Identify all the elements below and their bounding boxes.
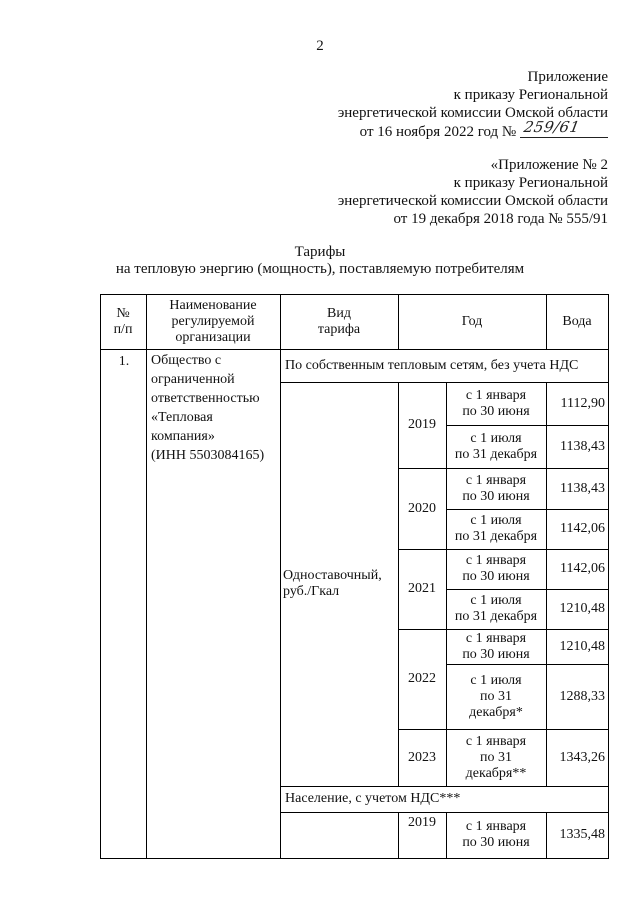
header-organization: Наименование регулируемой организации	[169, 297, 257, 345]
col-border-org	[280, 294, 281, 858]
water-tariff-value: 1343,26	[559, 749, 605, 765]
period-cell: с 1 июля по 31 декабря	[454, 430, 538, 462]
section-own-networks: По собственным тепловым сетям, без учета НДС	[285, 357, 579, 373]
header-year: Год	[461, 313, 483, 329]
appendix-line-3: энергетической комиссии Омской области	[337, 105, 608, 121]
order-number-handwritten: 259/61	[520, 122, 608, 138]
period-cell: с 1 января по 30 июня	[462, 472, 530, 504]
period-cell: с 1 января по 31 декабря**	[465, 733, 527, 781]
orig-appendix-line-2: к приказу Региональной	[453, 175, 608, 191]
title-line-2: на тепловую энергию (мощность), поставляемую потребителям	[115, 261, 525, 277]
title-line-1: Тарифы	[294, 244, 346, 260]
tariff-type: Одноставочный, руб./Гкал	[283, 568, 382, 599]
water-tariff-value: 1138,43	[560, 480, 605, 496]
water-tariff-value: 1288,33	[559, 688, 605, 704]
section-population: Население, с учетом НДС***	[285, 791, 461, 806]
section2-year: 2019	[408, 815, 436, 830]
year-2022: 2022	[408, 671, 436, 686]
water-tariff-value: 1210,48	[559, 638, 605, 654]
section2-period: с 1 января по 30 июня	[462, 819, 530, 850]
year-2019: 2019	[408, 417, 436, 432]
water-tariff-value: 1112,90	[560, 395, 605, 411]
period-cell: с 1 января по 30 июня	[462, 387, 530, 419]
year-2020: 2020	[408, 500, 436, 516]
water-tariff-value: 1210,48	[559, 601, 605, 616]
organization-name: Общество с ограниченной ответственностью «Тепловая компания» (ИНН 5503084165)	[151, 353, 265, 463]
col-border-left	[100, 294, 101, 859]
water-tariff-value: 1142,06	[560, 521, 605, 536]
appendix-line-2: к приказу Региональной	[453, 87, 608, 103]
year-2021: 2021	[408, 581, 436, 596]
page-number: 2	[316, 38, 324, 54]
period-cell: с 1 января по 30 июня	[462, 553, 530, 584]
table-border-bottom	[100, 858, 608, 859]
header-water: Вода	[562, 313, 592, 329]
section2-value: 1335,48	[559, 827, 605, 842]
header-number: № п/п	[113, 305, 133, 337]
appendix-line-1: Приложение	[527, 69, 608, 85]
water-tariff-value: 1142,06	[560, 561, 605, 576]
col-border-right	[608, 294, 609, 859]
period-cell: с 1 июля по 31 декабря	[454, 593, 538, 624]
orig-appendix-line-3: энергетической комиссии Омской области	[337, 193, 608, 209]
orig-appendix-line-4: от 19 декабря 2018 года № 555/91	[393, 211, 608, 227]
period-cell: с 1 июля по 31 декабря*	[469, 672, 523, 720]
header-tariff-type: Вид тарифа	[317, 305, 361, 337]
col-border-num	[146, 294, 147, 858]
period-cell: с 1 июля по 31 декабря	[454, 513, 538, 544]
period-cell: с 1 января по 30 июня	[462, 630, 530, 662]
year-2023: 2023	[408, 749, 436, 765]
orig-appendix-line-1: «Приложение № 2	[490, 157, 608, 173]
appendix-line-4: от 16 ноября 2022 год № 259/61	[338, 122, 608, 141]
water-tariff-value: 1138,43	[560, 438, 605, 454]
row-number: 1.	[118, 353, 130, 369]
